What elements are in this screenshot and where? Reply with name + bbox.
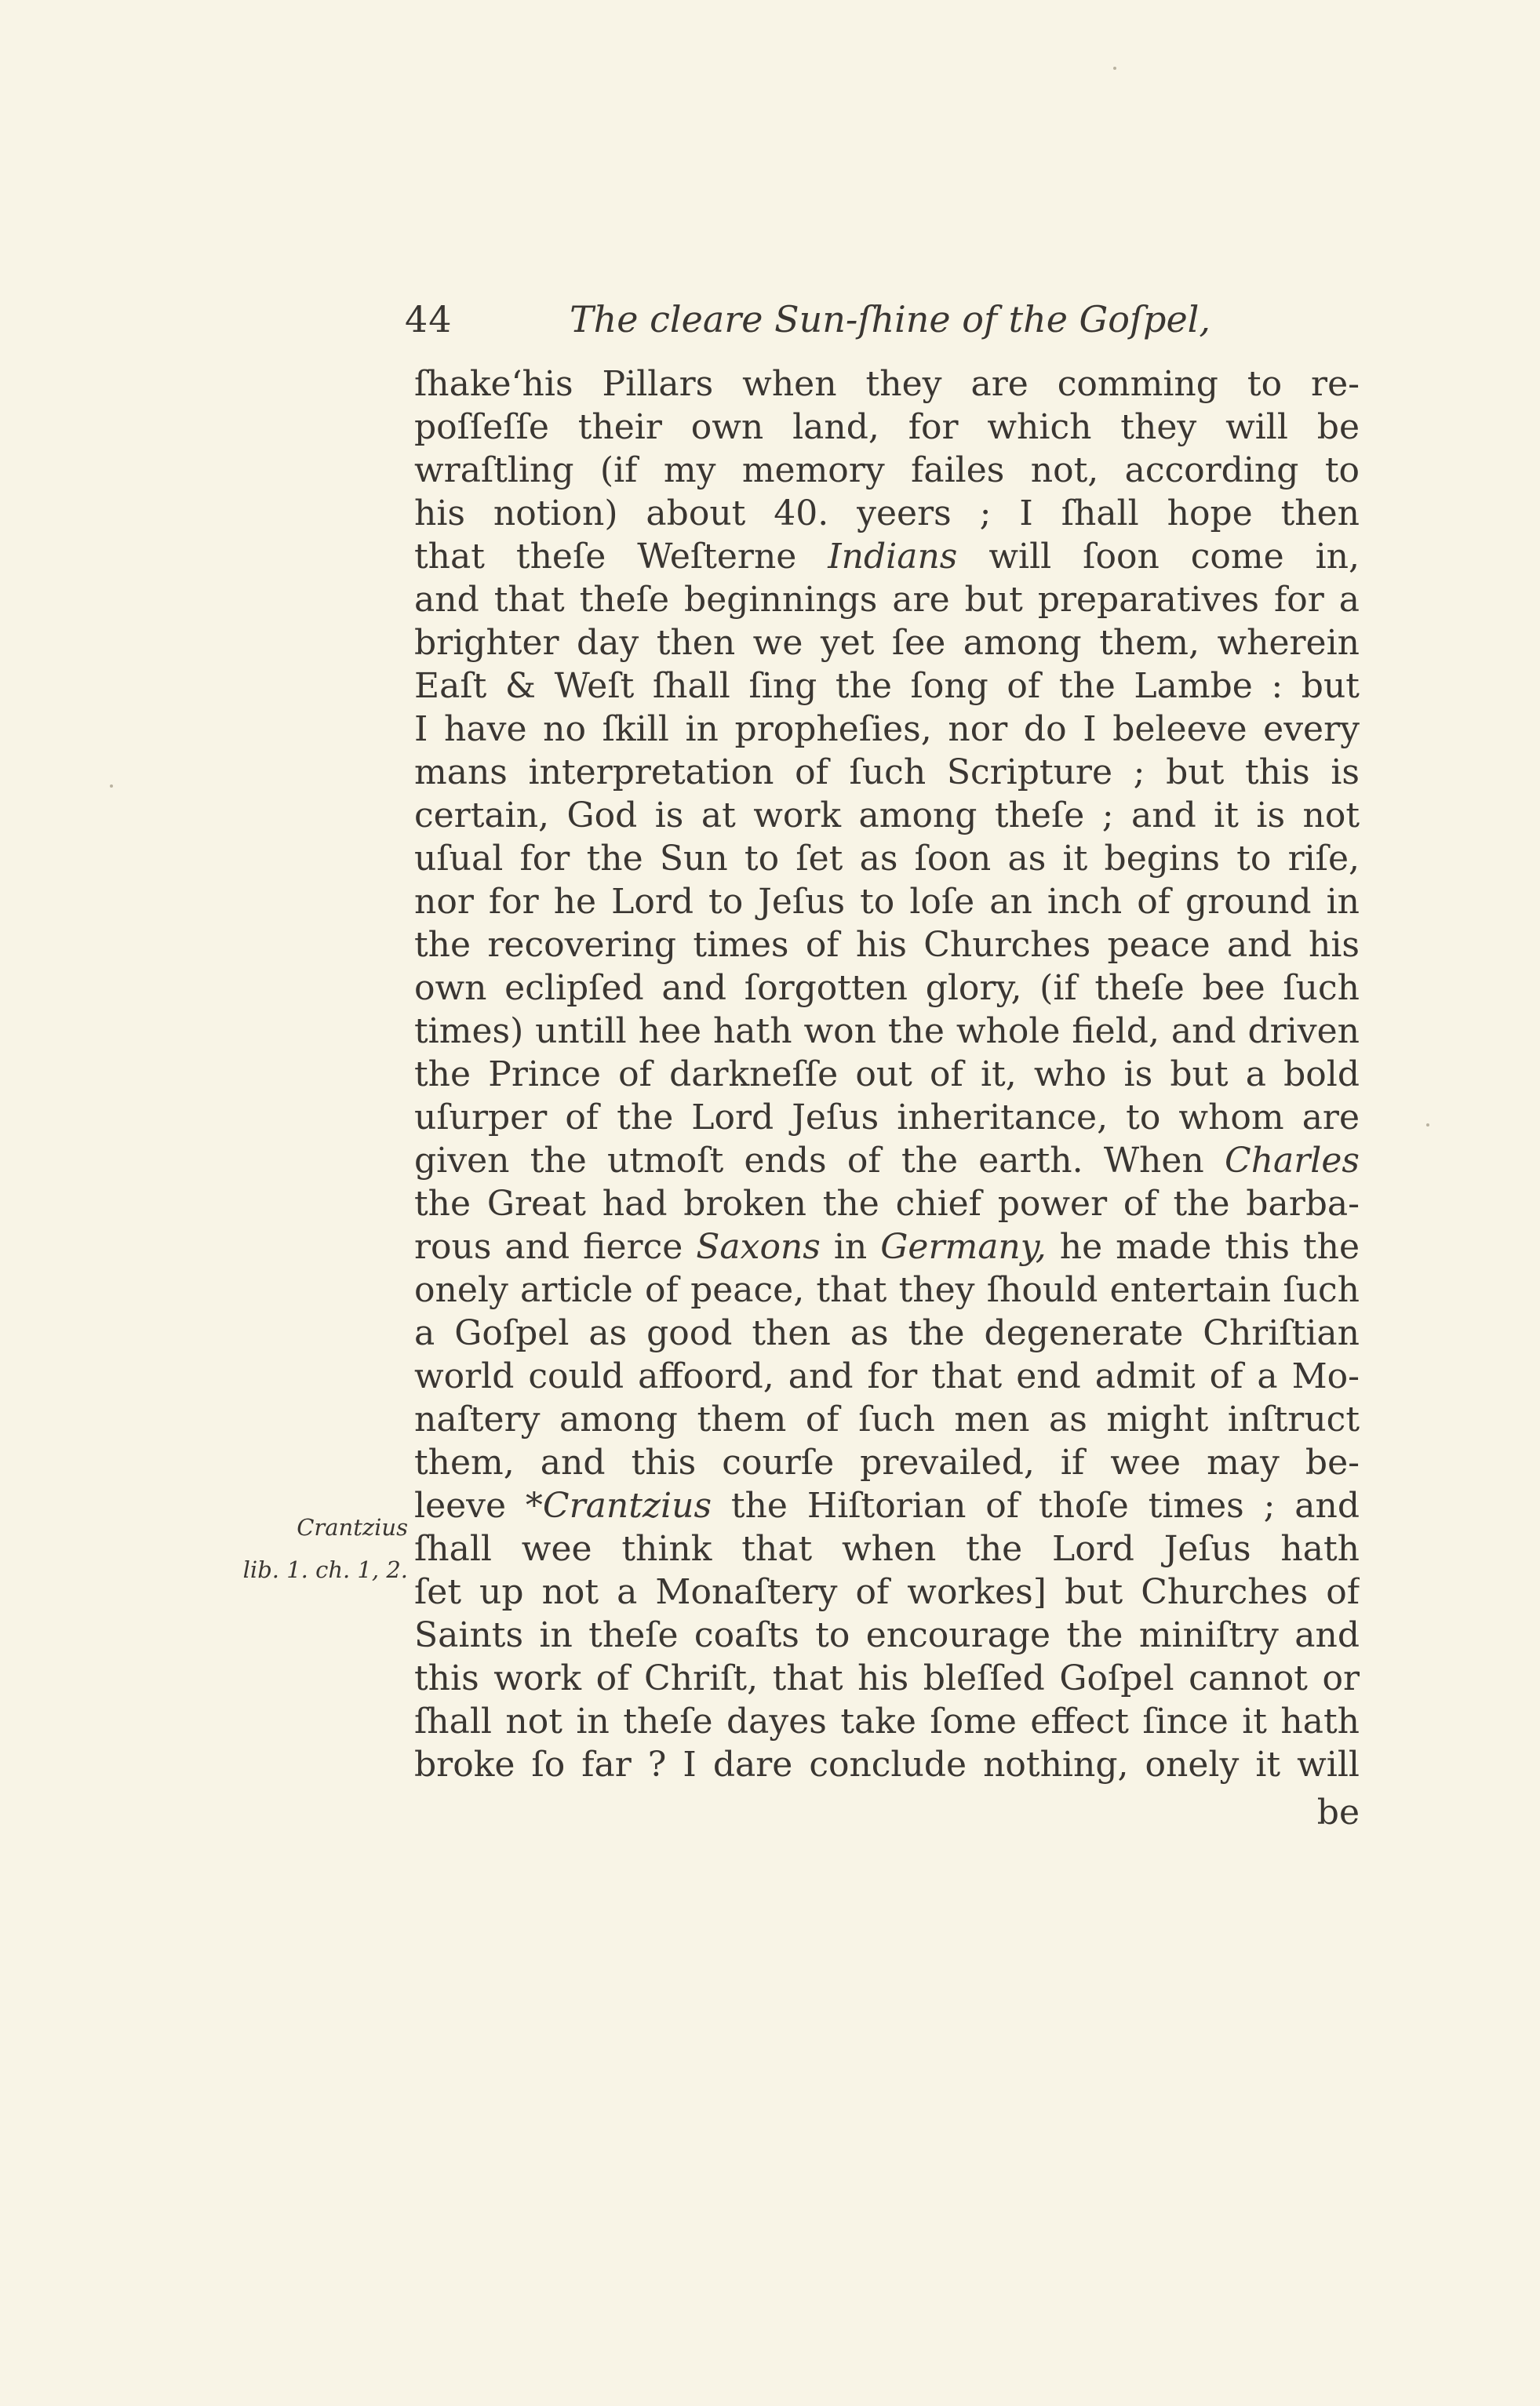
text-segment: broke ſo far ? I dare conclude nothing, onely it will (414, 1745, 1360, 1785)
text-segment: times) untill hee hath won the whole field, and driven (414, 1011, 1360, 1051)
text-line (414, 1010, 1360, 1053)
paper-speck (1426, 1123, 1429, 1127)
italic-text-segment: Germany, (880, 1227, 1047, 1267)
text-segment: Saints in theſe coaſts to encourage the miniſtry and (414, 1615, 1360, 1655)
text-segment: ſet up not a Monaſtery of workes] but Churches of (414, 1572, 1360, 1612)
text-segment: that theſe Weſterne (414, 537, 828, 577)
text-line (414, 492, 1360, 535)
text-segment: his notion) about 40. yeers ; I ſhall hope then (414, 493, 1360, 533)
text-line (414, 1743, 1360, 1786)
text-segment: the Prince of darkneſſe out of it, who is but a bold (414, 1054, 1360, 1094)
text-line (414, 837, 1360, 880)
text-line (414, 578, 1360, 621)
text-segment: the Great had broken the chief power of the barba- (414, 1184, 1360, 1224)
text-segment: leeve * (414, 1486, 543, 1526)
text-segment: brighter day then we yet ſee among them, wherein (414, 623, 1360, 663)
text-line (414, 794, 1360, 837)
text-segment: he made this the (1046, 1227, 1360, 1267)
marginal-citation-reference: lib. 1. ch. 1, 2. (242, 1556, 408, 1583)
italic-text-segment: Charles (1225, 1141, 1360, 1181)
text-line (414, 1096, 1360, 1139)
text-line (414, 923, 1360, 966)
italic-text-segment: Crantzius (542, 1486, 712, 1526)
text-line (414, 362, 1360, 406)
text-line (414, 1269, 1360, 1312)
text-segment: own eclipſed and ſorgotten glory, (if theſe bee ſuch (414, 968, 1360, 1008)
text-segment: certain, God is at work among theſe ; and it is not (414, 795, 1360, 835)
text-line (414, 1657, 1360, 1700)
text-line (414, 1441, 1360, 1484)
text-segment: wraſtling (if my memory failes not, according to (414, 450, 1360, 490)
text-line (414, 621, 1360, 664)
text-segment: ſhall wee think that when the Lord Jeſus hath (414, 1529, 1360, 1569)
text-line (414, 1571, 1360, 1614)
text-line (414, 1484, 1360, 1527)
text-segment: world could affoord, and for that end admit of a Mo- (414, 1356, 1360, 1396)
text-line (414, 1398, 1360, 1441)
text-segment: naſtery among them of ſuch men as might inſtruct (414, 1400, 1360, 1440)
catchword: be (1316, 1793, 1360, 1833)
text-segment: them, and this courſe prevailed, if wee may be- (414, 1443, 1360, 1483)
text-segment: given the utmoſt ends of the earth. When (414, 1141, 1225, 1181)
text-segment: ſhakeʻhis Pillars when they are comming to re- (414, 364, 1360, 404)
paper-speck (110, 784, 113, 788)
text-segment: rous and fierce (414, 1227, 697, 1267)
text-segment: will ſoon come in, (957, 537, 1360, 577)
text-segment: nor for he Lord to Jeſus to loſe an inch of ground in (414, 882, 1360, 922)
italic-text-segment: Indians (828, 537, 958, 577)
text-line (414, 1053, 1360, 1096)
text-line (414, 880, 1360, 923)
text-segment: a Goſpel as good then as the degenerate Chriſtian (414, 1313, 1360, 1353)
text-line (414, 535, 1360, 578)
text-line (414, 449, 1360, 492)
text-segment: poſſeſſe their own land, for which they will be (414, 407, 1360, 447)
marginal-citation (200, 1506, 408, 1591)
text-segment: ſhall not in theſe dayes take ſome effect ſince it hath (414, 1702, 1360, 1742)
text-line (414, 1614, 1360, 1657)
text-line (414, 708, 1360, 751)
text-line (414, 406, 1360, 449)
text-line (414, 966, 1360, 1010)
text-line (414, 1700, 1360, 1743)
text-segment: uſual for the Sun to ſet as ſoon as it begins to riſe, (414, 839, 1360, 879)
text-segment: the recovering times of his Churches peace and his (414, 925, 1360, 965)
text-segment: I have no ſkill in propheſies, nor do I beleeve every (414, 709, 1360, 749)
text-line (414, 1355, 1360, 1398)
text-segment: and that theſe beginnings are but preparatives for a (414, 580, 1360, 620)
paper-speck (1113, 67, 1116, 70)
marginal-citation-author: Crantzius (297, 1514, 408, 1541)
page-header (405, 292, 1363, 347)
body-text (414, 362, 1360, 1834)
text-segment: this work of Chriſt, that his bleſſed Goſpel cannot or (414, 1658, 1360, 1698)
text-line (414, 1312, 1360, 1355)
page-number: 44 (405, 298, 453, 340)
text-line (414, 1225, 1360, 1269)
text-segment: the Hiſtorian of thoſe times ; and (712, 1486, 1360, 1526)
text-line (414, 664, 1360, 708)
text-line (414, 1182, 1360, 1225)
text-segment: onely article of peace, that they ſhould entertain ſuch (414, 1270, 1360, 1310)
text-line (414, 751, 1360, 794)
text-segment: uſurper of the Lord Jeſus inheritance, to whom are (414, 1097, 1360, 1137)
running-title: The cleare Sun-ſhine of the Goſpel, (570, 298, 1211, 340)
text-line (414, 1527, 1360, 1571)
text-line (414, 1139, 1360, 1182)
italic-text-segment: Saxons (696, 1227, 821, 1267)
text-segment: mans interpretation of ſuch Scripture ; but this is (414, 752, 1360, 792)
text-segment: Eaſt & Weſt ſhall ſing the ſong of the Lambe : but (414, 666, 1360, 706)
text-segment: in (820, 1227, 881, 1267)
